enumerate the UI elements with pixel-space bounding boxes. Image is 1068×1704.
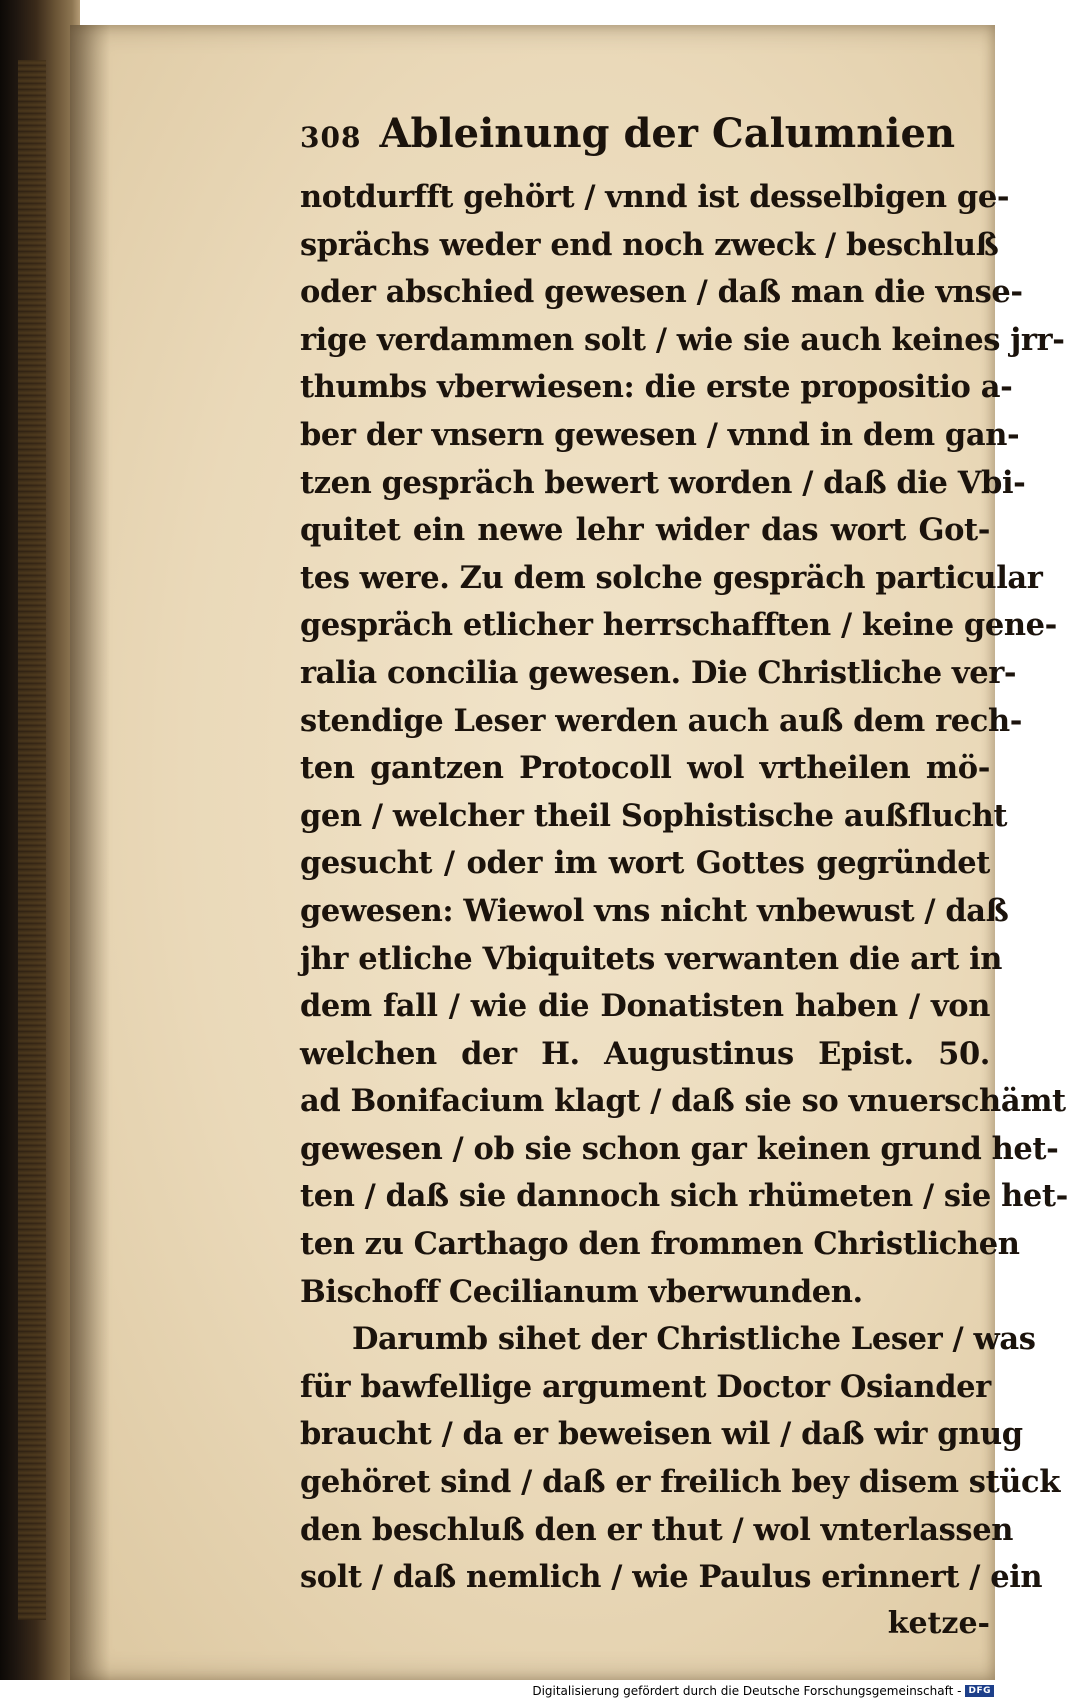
running-head: Ableinung der Calumnien (379, 110, 956, 157)
book-fore-edge (0, 0, 80, 1680)
text-line: rige verdammen solt / wie sie auch keines jrr- (300, 321, 1065, 358)
catchword: ketze- (887, 1605, 990, 1641)
dfg-logo: DFG (965, 1685, 994, 1697)
text-line: ten / daß sie dannoch sich rhümeten / sie het- (300, 1178, 1068, 1215)
text-line: tes were. Zu dem solche gespräch particular (300, 559, 1043, 596)
text-line: ten gantzen Protocoll wol vrtheilen mö- (300, 750, 990, 787)
text-line: welchen der H. Augustinus Epist. 50. (300, 1035, 990, 1072)
text-line: solt / daß nemlich / wie Paulus erinnert / ein (300, 1559, 1043, 1596)
text-line: ralia concilia gewesen. Die Christliche ver- (300, 654, 1017, 691)
text-line: gewesen: Wiewol vns nicht vnbewust / daß (300, 892, 1009, 929)
text-line: Darumb sihet der Christliche Leser / was (352, 1321, 1036, 1358)
text-line: braucht / da er beweisen wil / daß wir gnug (300, 1416, 1023, 1453)
text-line: oder abschied gewesen / daß man die vnse- (300, 274, 1023, 311)
page-number: 308 (300, 121, 362, 154)
text-line: stendige Leser werden auch auß dem rech- (300, 702, 1023, 739)
text-line: notdurfft gehört / vnnd ist desselbigen ge- (300, 179, 1010, 215)
text-line: gewesen / ob sie schon gar keinen grund het- (300, 1130, 1059, 1167)
text-line: ad Bonifacium klagt / daß sie so vnuerschämt (300, 1083, 1066, 1120)
body-text (300, 174, 1068, 1602)
text-line: sprächs weder end noch zweck / beschluß (300, 226, 999, 263)
text-line: dem fall / wie die Donatisten haben / von (300, 988, 990, 1025)
text-line: gehöret sind / daß er freilich bey disem stück (300, 1464, 1060, 1501)
page-header (300, 110, 990, 174)
text-line: Bischoff Cecilianum vberwunden. (300, 1273, 863, 1310)
text-line: quitet ein newe lehr wider das wort Got- (300, 512, 990, 549)
text-line: gespräch etlicher herrschafften / keine gene- (300, 607, 1057, 644)
gutter-shadow (70, 25, 110, 1680)
text-line: gen / welcher theil Sophistische außflucht (300, 797, 1008, 834)
text-line: ten zu Carthago den frommen Christlichen (300, 1226, 1020, 1263)
credit-text: Digitalisierung gefördert durch die Deutsche Forschungsgemeinschaft - (532, 1684, 962, 1698)
text-line: für bawfellige argument Doctor Osiander (300, 1368, 991, 1405)
text-block (300, 110, 1068, 1644)
digitization-credit (532, 1684, 994, 1698)
text-line: tzen gespräch bewert worden / daß die Vbi- (300, 464, 1026, 501)
text-line: thumbs vberwiesen: die erste propositio a- (300, 369, 1013, 406)
text-line: gesucht / oder im wort Gottes gegründet (300, 845, 990, 882)
gilt-edge-texture (18, 60, 46, 1620)
text-line: den beschluß den er thut / wol vnterlassen (300, 1511, 1013, 1548)
text-line: jhr etliche Vbiquitets verwanten die art in (300, 940, 1003, 977)
text-line: ber der vnsern gewesen / vnnd in dem gan- (300, 416, 1020, 453)
